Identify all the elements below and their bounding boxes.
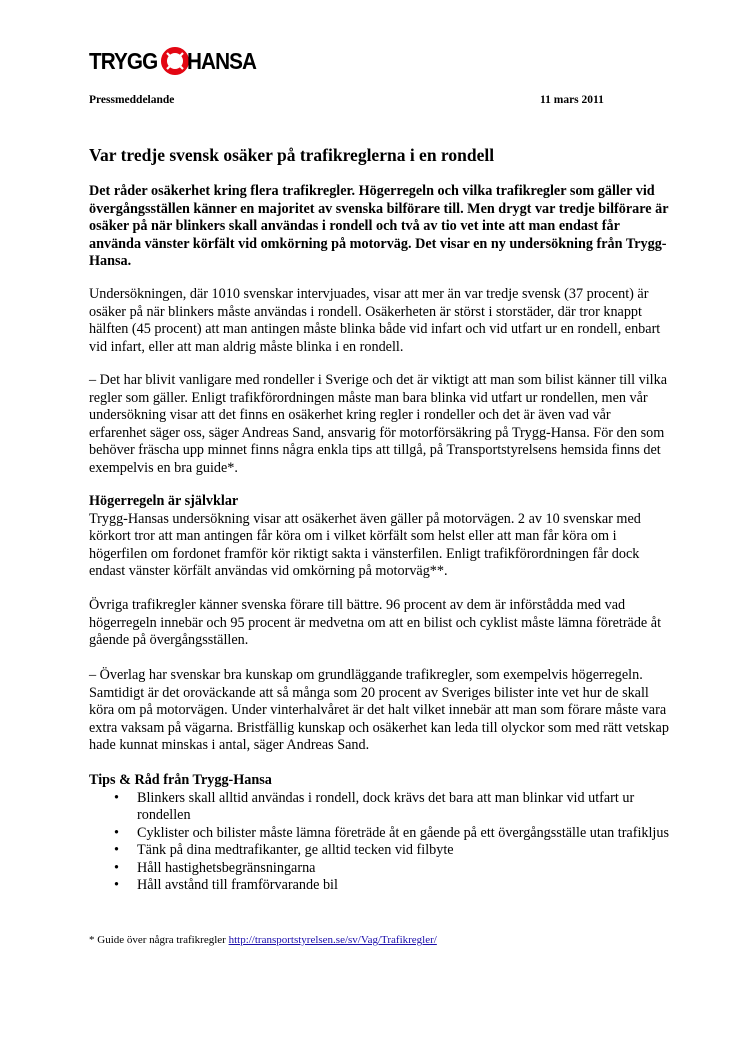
body-paragraph-3: Övriga trafikregler känner svenska förare till bättre. 96 procent av dem är införstådda med vad högerregeln innebär och 95 procent är medvetna om att en bilist och cyklist måste lämna företräde åt gående på övergångsställen. bbox=[89, 597, 662, 648]
body-paragraph-2: – Det har blivit vanligare med rondeller i Sverige och det är viktigt att man som bilist känner till vilka regler som gäller. Enligt trafikförordningen måste man bara blinka vid utfart ur rondellen, men vår undersökning visar att det finns en osäkerhet kring regler i rondeller och det är även vad vår erfarenhet säger oss, säger Andreas Sand, ansvarig för motorförsäkring på Trygg-Hansa. För den som behöver fräscha upp minnet finns några enkla tips att tillgå, på Transportstyrelsens hemsida finns det exempelvis en bra guide*. bbox=[89, 372, 667, 476]
section-heading-tips: Tips & Råd från Trygg-Hansa bbox=[89, 772, 272, 788]
lifebuoy-icon bbox=[161, 47, 189, 75]
list-item-text: Blinkers skall alltid användas i rondell, dock krävs det bara att man blinkar vid utfart ur rondellen bbox=[137, 789, 635, 823]
bullet-icon: • bbox=[114, 859, 119, 876]
logo-text-right: HANSA bbox=[186, 48, 257, 74]
lead-paragraph: Det råder osäkerhet kring flera trafikregler. Högerregeln och vilka trafikregler som gäller vid övergångsställen känner en majoritet av svenska bilförare till. Men drygt var tredje bilförare är osäker på när blinkers skall användas i rondell och två av tio vet inte att man endast får använda vänster körfält vid omkörning på motorväg. Det visar en ny undersökning från Trygg-Hansa. bbox=[89, 183, 669, 269]
body-paragraph-1: Undersökningen, där 1010 svenskar intervjuades, visar att mer än var tredje svensk (37 procent) är osäker på när blinkers måste användas i rondell. Osäkerheten är störst i storstäder, där tror knappt hälften (45 procent) att man antingen måste blinka både vid infart och vid utfart ur en rondell, enbart vid infart, eller att man aldrig måste blinka i en rondell. bbox=[89, 286, 661, 355]
list-item bbox=[89, 825, 669, 843]
list-item-text: Tänk på dina medtrafikanter, ge alltid tecken vid filbyte bbox=[137, 842, 454, 858]
section-hogerregeln bbox=[89, 493, 669, 581]
footnote bbox=[89, 933, 437, 947]
list-item bbox=[89, 860, 669, 878]
bullet-icon: • bbox=[114, 824, 119, 841]
footnote-text: * Guide över några trafikregler bbox=[89, 934, 229, 946]
document-date: 11 mars 2011 bbox=[540, 94, 604, 106]
list-item-text: Håll hastighetsbegränsningarna bbox=[137, 859, 316, 876]
section-heading-1: Högerregeln är självklar bbox=[89, 493, 239, 509]
list-item bbox=[89, 790, 669, 825]
trygg-hansa-logo bbox=[89, 47, 264, 75]
bullet-icon: • bbox=[114, 842, 119, 858]
list-item bbox=[89, 877, 669, 895]
section-body-1: Trygg-Hansas undersökning visar att osäkerhet även gäller på motorvägen. 2 av 10 svenskar med körkort tror att man antingen får köra om i vilket körfält som helst eller att man får köra om i högerfilen om fordonet framför kör riktigt sakta i vänsterfilen. Enligt trafikförordningen får dock endast vänster körfält användas vid omkörning på motorväg**. bbox=[89, 510, 641, 579]
document-type: Pressmeddelande bbox=[89, 94, 175, 106]
logo-text-left: TRYGG bbox=[89, 48, 158, 74]
section-tips bbox=[89, 772, 669, 895]
tips-list bbox=[89, 790, 669, 895]
bullet-icon: • bbox=[114, 877, 119, 893]
list-item bbox=[89, 842, 669, 860]
bullet-icon: • bbox=[114, 789, 119, 806]
transportstyrelsen-link[interactable]: http://transportstyrelsen.se/sv/Vag/Trafikregler/ bbox=[228, 934, 437, 946]
page-title: Var tredje svensk osäker på trafikreglerna i en rondell bbox=[89, 145, 495, 165]
list-item-text: Cyklister och bilister måste lämna företräde åt en gående på ett övergångsställe utan trafikljus bbox=[137, 824, 669, 841]
list-item-text: Håll avstånd till framförvarande bil bbox=[137, 877, 338, 893]
body-paragraph-4: – Överlag har svenskar bra kunskap om grundläggande trafikregler, som exempelvis högerregeln. Samtidigt är det oroväckande att så många som 20 procent av Sveriges bilister inte vet hur de skall köra om på motorvägen. Under vinterhalvåret är det halt vilket innebär att man som förare måste vara extra vaksam på vägarna. Bristfällig kunskap och osäkerhet kan leda till olyckor som med rätt vetskap hade kunnat minskas i antal, säger Andreas Sand. bbox=[89, 667, 669, 753]
